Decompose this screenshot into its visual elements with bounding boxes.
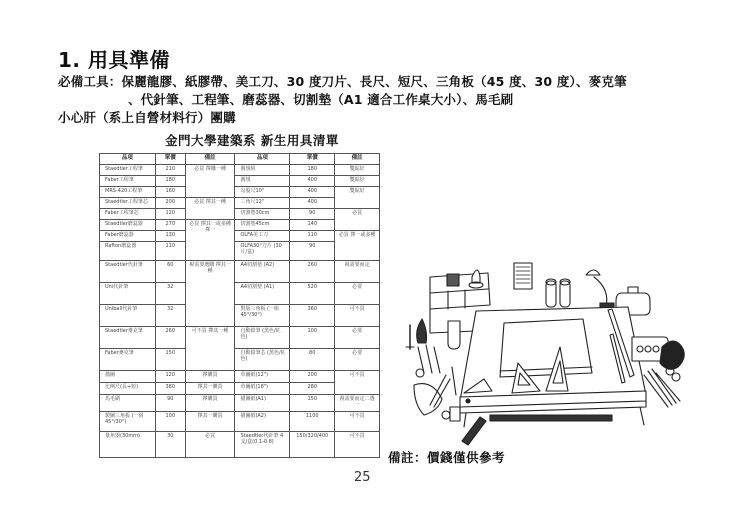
- cell-note-merged: 必買 擇其一種: [185, 198, 235, 220]
- cell-price: 150: [290, 395, 335, 412]
- cell-note: 必要: [335, 349, 380, 371]
- cell-note-merged: 必買: [335, 209, 380, 231]
- cell-price: 280: [290, 383, 335, 395]
- cell-price: 80: [290, 349, 335, 371]
- cell-price: 130: [155, 231, 185, 242]
- cell-item: 製圖三角板 (一組45°/30°): [100, 412, 156, 432]
- cell-note: 擇其一購買: [185, 383, 235, 395]
- cell-note-merged: 可不買: [335, 371, 380, 395]
- table-row: [100, 327, 380, 349]
- header-item: 品項: [100, 154, 156, 165]
- cell-price: 400: [290, 176, 335, 187]
- cell-item: Faber磨蕊器: [100, 231, 156, 242]
- cell-price: 100: [155, 412, 185, 432]
- table-row: [100, 231, 380, 242]
- cell-item: A4切割墊 (A2): [235, 261, 290, 283]
- cell-item: 描圖: [100, 371, 156, 383]
- cell-price: 90: [290, 209, 335, 220]
- cell-price: 140: [290, 220, 335, 231]
- cell-note: 必買: [185, 432, 235, 458]
- cell-item: 自動鉛筆 (黑色/紅色): [235, 327, 290, 349]
- cell-price: 200: [155, 198, 185, 209]
- cell-item: Faber工程筆芯: [100, 209, 156, 220]
- cell-note: 視需要而定二選一: [335, 395, 380, 412]
- cell-price: 30: [155, 432, 185, 458]
- header-price: 單價: [290, 154, 335, 165]
- table-title: 金門大學建築系 新生用具清單: [165, 133, 339, 148]
- cell-price: 260: [290, 261, 335, 283]
- cell-price: 260: [155, 327, 185, 349]
- cell-item: 圓規組: [235, 165, 290, 176]
- cell-item: 圓規: [235, 176, 290, 187]
- cell-item: Faber工程筆: [100, 176, 156, 187]
- section-heading: 1. 用具準備: [58, 48, 170, 72]
- header-item: 品項: [235, 154, 290, 165]
- cell-price: 110: [155, 242, 185, 261]
- cell-note: 雙貼好: [335, 176, 380, 187]
- cell-note: 可不買: [335, 305, 380, 327]
- cell-item: OLFA30°刀片 (30片/盒): [235, 242, 290, 261]
- cell-item: Uni代針筆: [100, 283, 156, 305]
- group-purchase-line: 小心肝（系上自營材料行）團購: [58, 110, 236, 125]
- cell-price: 150/320/400: [290, 432, 335, 458]
- cell-price: 270: [155, 220, 185, 231]
- table-row: [100, 176, 380, 187]
- cell-item: 比例尺(長+短): [100, 383, 156, 395]
- cell-item: 切割墊45cm: [235, 220, 290, 231]
- cell-note: 擇其一購買: [185, 412, 235, 432]
- cell-price: 160: [155, 187, 185, 198]
- table-row: [100, 165, 380, 176]
- cell-price: 400: [290, 187, 335, 198]
- table-row: [100, 261, 380, 283]
- table-row: [100, 209, 380, 220]
- table-row: [100, 187, 380, 198]
- cell-price: 60: [155, 261, 185, 283]
- cell-item: MRS-420工程筆: [100, 187, 156, 198]
- cell-price: 1100: [290, 412, 335, 432]
- cell-price: 120: [155, 209, 185, 220]
- cell-item: 對版三角板 (一組45°/30°): [235, 305, 290, 327]
- cell-note: 可不買: [335, 432, 380, 458]
- header-price: 單價: [155, 154, 185, 165]
- table-row: [100, 283, 380, 305]
- cell-note: 可不買: [335, 412, 380, 432]
- cell-item: 草圖紙(18"): [235, 383, 290, 395]
- cell-item: 切割墊30cm: [235, 209, 290, 220]
- cell-price: 32: [155, 305, 185, 327]
- cell-price: 520: [290, 283, 335, 305]
- cell-item: 勾股尺10": [235, 187, 290, 198]
- header-note: 備註: [185, 154, 235, 165]
- cell-item: Staedtler磨蕊器: [100, 220, 156, 231]
- table-row: [100, 371, 380, 383]
- cell-item: Staedtler工程筆: [100, 165, 156, 176]
- cell-item: Rafton磨蕊器: [100, 242, 156, 261]
- cell-item: Staedtler麥克筆: [100, 327, 156, 349]
- cell-note: 雙貼好: [335, 165, 380, 176]
- cell-price: 360: [290, 305, 335, 327]
- cell-price: 200: [290, 371, 335, 383]
- required-tools-line-2: 、代針筆、工程筆、磨蕊器、切割墊（A1 適合工作桌大小）、馬毛刷: [128, 92, 514, 107]
- cell-item: Staedtler工程筆芯: [100, 198, 156, 209]
- cell-note: 擇購買: [185, 395, 235, 412]
- header-note: 備註: [335, 154, 380, 165]
- cell-note: 必要: [335, 327, 380, 349]
- cell-item: 描圖紙(A1): [235, 395, 290, 412]
- cell-note: 必要: [335, 283, 380, 305]
- cell-price: 100: [290, 327, 335, 349]
- page-number: 25: [354, 470, 371, 485]
- table-row: [100, 349, 380, 371]
- cell-price: 90: [290, 242, 335, 261]
- cell-note-merged: 可不買 擇其一種: [185, 327, 235, 371]
- drafting-table-illustration-icon: [400, 255, 700, 450]
- cell-item: Staedtler代針筆: [100, 261, 156, 283]
- cell-item: 描圖紙(A2): [235, 412, 290, 432]
- cell-price: 150: [155, 349, 185, 371]
- cell-item: 馬毛刷: [100, 395, 156, 412]
- cell-item: Faber麥克筆: [100, 349, 156, 371]
- cell-note: 擇購買: [185, 371, 235, 383]
- price-footnote: 備註：價錢僅供參考: [388, 450, 506, 465]
- cell-note-merged: 雙貼好: [335, 187, 380, 209]
- cell-note: 視需要而定: [335, 261, 380, 283]
- cell-item: 三角尺12": [235, 198, 290, 209]
- cell-item: Uniball代針筆: [100, 305, 156, 327]
- table-row: [100, 395, 380, 412]
- cell-note-merged: 必買 擇其一或多種 擇一: [185, 220, 235, 261]
- table-header-row: [100, 154, 380, 165]
- cell-price: 400: [290, 198, 335, 209]
- table-row: [100, 432, 380, 458]
- cell-item: 自動鉛筆芯 (黑色/紅色): [235, 349, 290, 371]
- cell-item: 量角器(30mm): [100, 432, 156, 458]
- required-tools-line-1: 必備工具：保麗龍膠、紙膠帶、美工刀、30 度刀片、長尺、短尺、三角板（45 度、30 度）、麥克筆: [58, 74, 627, 89]
- cell-item: A4切割墊 (A1): [235, 283, 290, 305]
- cell-item: OLFA美工刀: [235, 231, 290, 242]
- cell-note-merged: 視需要選購 擇其一種: [185, 261, 235, 327]
- table-row: [100, 412, 380, 432]
- cell-note-merged: 必買 擇購一種: [185, 165, 235, 198]
- cell-price: 210: [155, 165, 185, 176]
- cell-item: Staedtler代針筆 4支/盒(0.1-0.8): [235, 432, 290, 458]
- cell-price: 180: [290, 165, 335, 176]
- cell-price: 90: [155, 395, 185, 412]
- supplies-table: [99, 153, 380, 458]
- cell-price: 110: [290, 231, 335, 242]
- table-row: [100, 305, 380, 327]
- cell-price: 180: [155, 176, 185, 187]
- cell-note-merged: 必買 擇一或多種: [335, 231, 380, 261]
- cell-item: 草圖紙(12"): [235, 371, 290, 383]
- cell-price: 380: [155, 383, 185, 395]
- cell-price: 32: [155, 283, 185, 305]
- cell-price: 120: [155, 371, 185, 383]
